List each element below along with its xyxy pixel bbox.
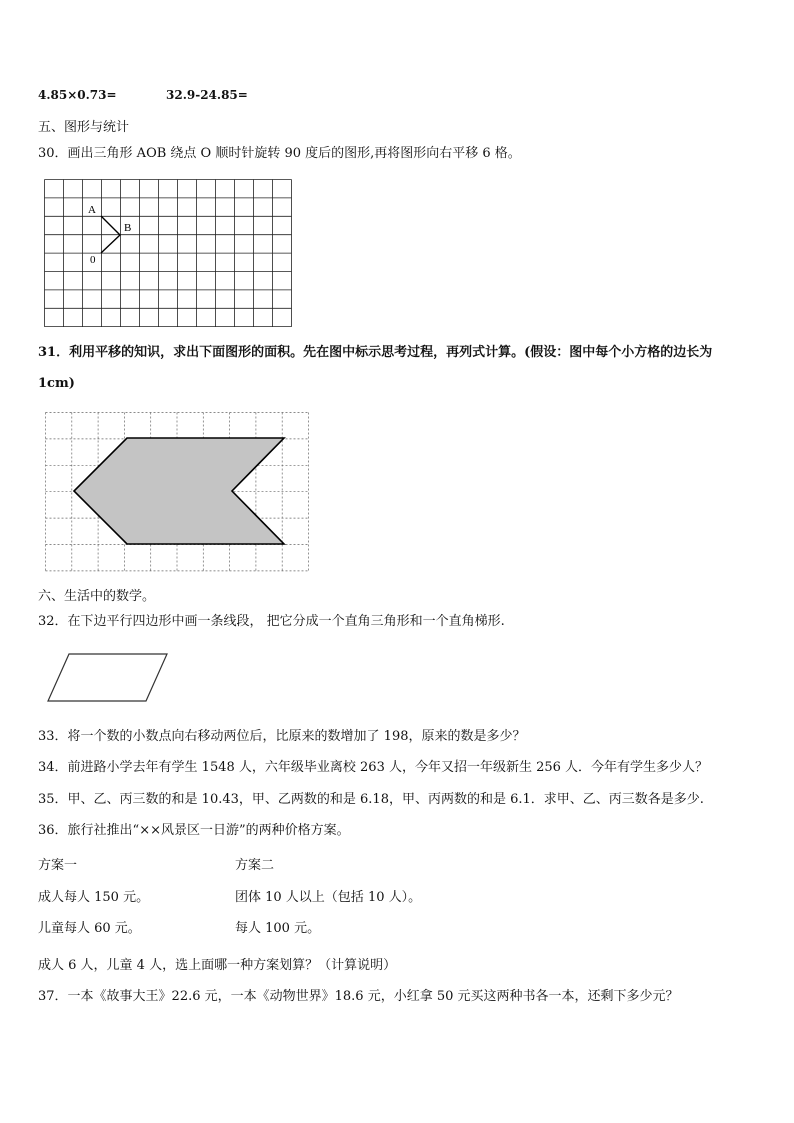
question-36: 36．旅行社推出“××风景区一日游”的两种价格方案。 bbox=[38, 823, 350, 838]
question-32: 32．在下边平行四边形中画一条线段， 把它分成一个直角三角形和一个直角梯形. bbox=[38, 614, 505, 629]
question-36-ask: 成人 6 人，儿童 4 人，选上面哪一种方案划算？（计算说明） bbox=[38, 958, 397, 973]
shaded-shape bbox=[74, 438, 284, 544]
grid-q30 bbox=[44, 179, 298, 327]
plan-1-title: 方案一 bbox=[38, 858, 78, 873]
question-35: 35．甲、乙、丙三数的和是 10.43，甲、乙两数的和是 6.18，甲、丙两数的和是 6.1．求甲、乙、丙三数各是多少. bbox=[38, 792, 704, 807]
question-34: 34．前进路小学去年有学生 1548 人，六年级毕业离校 263 人，今年又招一年级新生 256 人．今年有学生多少人？ bbox=[38, 760, 709, 775]
question-37: 37．一本《故事大王》22.6 元，一本《动物世界》18.6 元，小红拿 50 元买这两种书各一本，还剩下多少元？ bbox=[38, 989, 679, 1004]
label-o: 0 bbox=[90, 254, 96, 266]
calc-expression-1: 4.85×0.73= bbox=[38, 88, 117, 102]
calc-expression-2: 32.9-24.85= bbox=[166, 88, 248, 102]
plan-2-line-1: 团体 10 人以上（包括 10 人）。 bbox=[235, 890, 422, 905]
plan-1-line-2: 儿童每人 60 元。 bbox=[38, 921, 141, 936]
plan-1-line-1: 成人每人 150 元。 bbox=[38, 890, 150, 905]
parallelogram bbox=[40, 648, 175, 706]
question-30: 30．画出三角形 AOB 绕点 O 顺时针旋转 90 度后的图形,再将图形向右平移 6 格。 bbox=[38, 146, 521, 161]
question-31-line-1: 31．利用平移的知识，求出下面图形的面积。先在图中标示思考过程，再列式计算。(假设：图中每个小方格的边长为 bbox=[38, 345, 713, 360]
grid-q31 bbox=[45, 412, 311, 572]
question-31-line-2: 1cm) bbox=[38, 376, 75, 391]
question-33: 33．将一个数的小数点向右移动两位后，比原来的数增加了 198，原来的数是多少？ bbox=[38, 729, 526, 744]
plan-2-title: 方案二 bbox=[235, 858, 275, 873]
plan-2-line-2: 每人 100 元。 bbox=[235, 921, 321, 936]
section-5-title: 五、图形与统计 bbox=[38, 120, 130, 135]
label-b: B bbox=[124, 222, 132, 234]
section-6-title: 六、生活中的数学。 bbox=[38, 589, 156, 604]
label-a: A bbox=[88, 204, 96, 216]
